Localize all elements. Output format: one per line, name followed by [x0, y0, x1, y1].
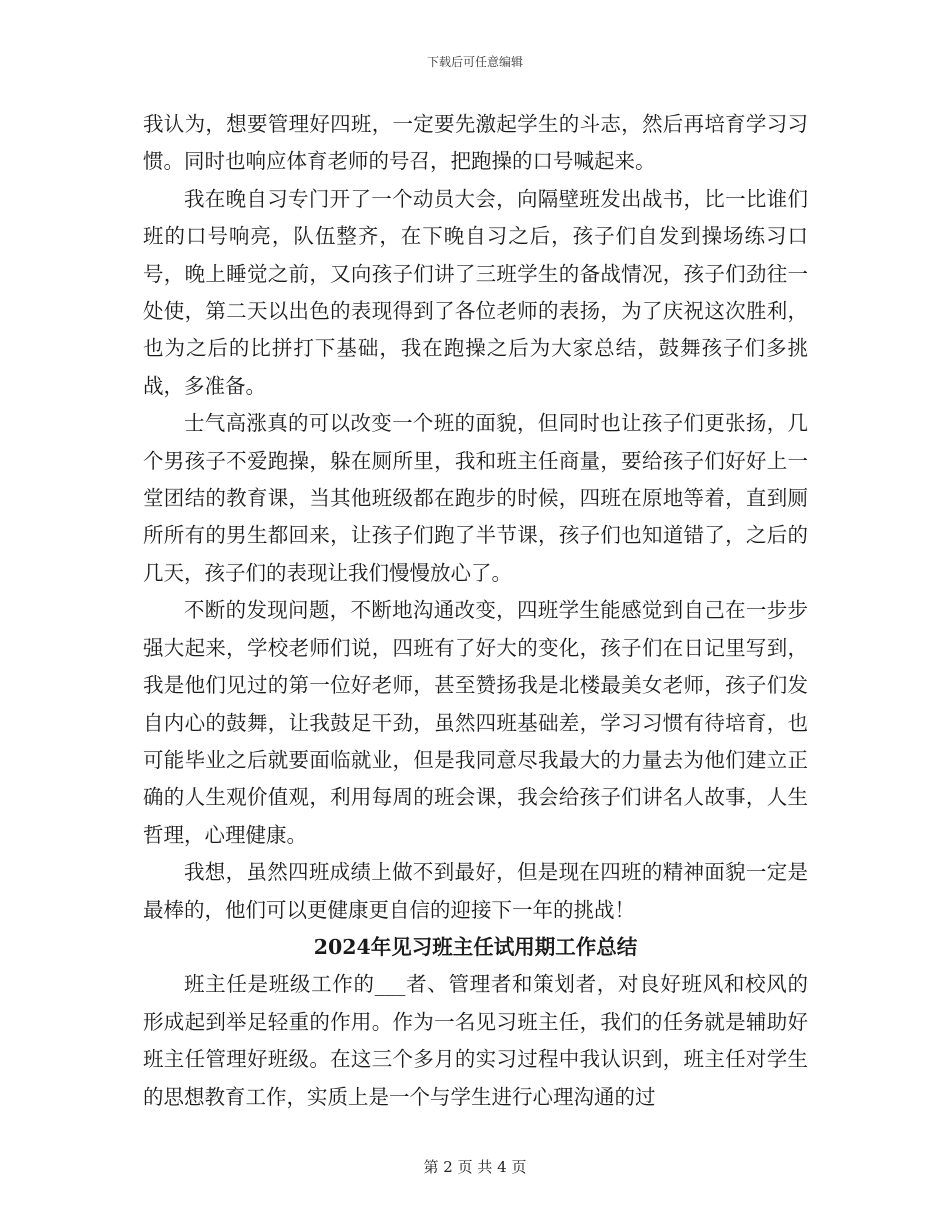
paragraph-2: 我在晚自习专门开了一个动员大会，向隔壁班发出战书，比一比谁们班的口号响亮，队伍整齐，在下晚自习之后，孩子们自发到操场练习口号，晚上睡觉之前，又向孩子们讲了三班学生的备战情况，孩子们劲往一处使，第二天以出色的表现得到了各位老师的表扬，为了庆祝这次胜利，也为之后的比拼打下基础，我在跑操之后为大家总结，鼓舞孩子们多挑战，多准备。 — [143, 186, 808, 398]
paragraph-3: 士气高涨真的可以改变一个班的面貌，但同时也让孩子们更张扬，几个男孩子不爱跑操，躲在厕所里，我和班主任商量，要给孩子们好好上一堂团结的教育课，当其他班级都在跑步的时候，四班在原地等着，直到厕所所有的男生都回来，让孩子们跑了半节课，孩子们也知道错了，之后的几天，孩子们的表现让我们慢慢放心了。 — [143, 411, 808, 585]
section-paragraph: 班主任是班级工作的___者、管理者和策划者，对良好班风和校风的形成起到举足轻重的作用。作为一名见习班主任，我们的任务就是辅助好班主任管理好班级。在这三个多月的实习过程中我认识到，班主任对学生的思想教育工作，实质上是一个与学生进行心理沟通的过 — [143, 972, 808, 1109]
paragraph-1: 我认为，想要管理好四班，一定要先激起学生的斗志，然后再培育学习习惯。同时也响应体育老师的号召，把跑操的口号喊起来。 — [143, 112, 808, 174]
page-number: 第 2 页 共 4 页 — [423, 1158, 527, 1176]
document-body — [143, 106, 808, 1116]
paragraph-5: 我想，虽然四班成绩上做不到最好，但是现在四班的精神面貌一定是最棒的，他们可以更健康更自信的迎接下一年的挑战！ — [143, 860, 808, 922]
paragraph-4: 不断的发现问题，不断地沟通改变，四班学生能感觉到自己在一步步强大起来，学校老师们说，四班有了好大的变化，孩子们在日记里写到，我是他们见过的第一位好老师，甚至赞扬我是北楼最美女老师，孩子们发自内心的鼓舞，让我鼓足干劲，虽然四班基础差，学习习惯有待培育，也可能毕业之后就要面临就业，但是我同意尽我最大的力量去为他们建立正确的人生观价值观，利用每周的班会课，我会给孩子们讲名人故事，人生哲理，心理健康。 — [143, 598, 808, 847]
section-title: 2024年见习班主任试用期工作总结 — [313, 934, 638, 959]
page-header: 下载后可任意编辑 — [426, 55, 523, 69]
